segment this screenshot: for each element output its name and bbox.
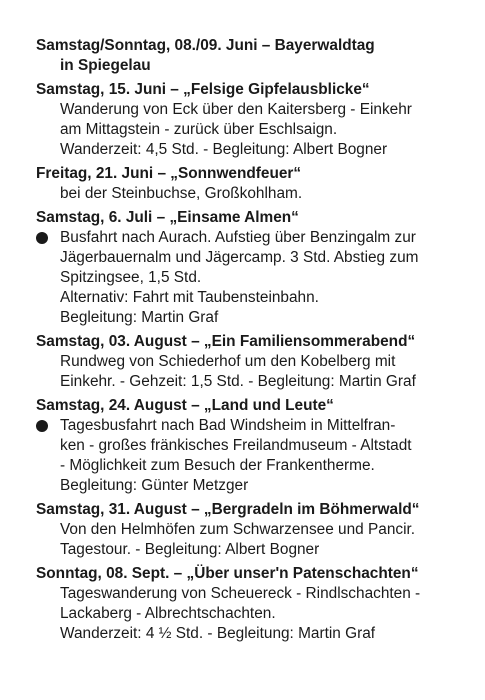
event-description-line — [36, 416, 475, 436]
event-description-line — [36, 228, 475, 248]
event-description-line: Alternativ: Fahrt mit Taubensteinbahn. — [60, 289, 319, 306]
event-entry — [36, 332, 475, 392]
event-heading: Sonntag, 08. Sept. – „Über unser'n Patenschachten“ — [36, 565, 419, 582]
event-heading-continuation: in Spiegelau — [60, 57, 151, 74]
event-entry — [36, 208, 475, 328]
event-heading: Samstag, 6. Juli – „Einsame Almen“ — [36, 209, 299, 226]
event-description-line: Wanderung von Eck über den Kaitersberg - Einkehr — [60, 101, 412, 118]
event-heading: Samstag, 31. August – „Bergradeln im Böhmerwald“ — [36, 501, 420, 518]
event-entry — [36, 36, 475, 76]
event-description-line: Begleitung: Martin Graf — [60, 309, 219, 326]
event-heading: Samstag, 24. August – „Land und Leute“ — [36, 397, 334, 414]
event-description-line: Lackaberg - Albrechtschachten. — [60, 605, 276, 622]
bullet-icon — [36, 420, 48, 432]
event-description-line: Wanderzeit: 4 ½ Std. - Begleitung: Martin Graf — [60, 625, 376, 642]
event-description-line: - Möglichkeit zum Besuch der Frankentherme. — [60, 457, 375, 474]
event-description-line: Wanderzeit: 4,5 Std. - Begleitung: Albert Bogner — [60, 141, 388, 158]
event-description-line: Rundweg von Schiederhof um den Kobelberg mit — [60, 353, 396, 370]
event-description-line: ken - großes fränkisches Freilandmuseum - Altstadt — [60, 437, 412, 454]
event-description-line: Begleitung: Günter Metzger — [60, 477, 249, 494]
event-heading-text: Samstag/Sonntag, 08./09. Juni – Bayerwaldtag — [36, 37, 375, 54]
event-description-line: Tagestour. - Begleitung: Albert Bogner — [60, 541, 320, 558]
event-description-text: Busfahrt nach Aurach. Aufstieg über Benzingalm zur — [60, 229, 416, 246]
event-entry — [36, 564, 475, 644]
event-heading — [36, 36, 475, 76]
event-description-line: Einkehr. - Gehzeit: 1,5 Std. - Begleitung: Martin Graf — [60, 373, 416, 390]
event-description-line: Spitzingsee, 1,5 Std. — [60, 269, 202, 286]
event-entry — [36, 500, 475, 560]
event-heading: Samstag, 03. August – „Ein Familiensommerabend“ — [36, 333, 416, 350]
bullet-icon — [36, 232, 48, 244]
event-entry — [36, 164, 475, 204]
event-heading: Samstag, 15. Juni – „Felsige Gipfelausblicke“ — [36, 81, 370, 98]
event-description-line: Tageswanderung von Scheuereck - Rindlschachten - — [60, 585, 421, 602]
event-heading: Freitag, 21. Juni – „Sonnwendfeuer“ — [36, 165, 302, 182]
event-description-line: Jägerbauernalm und Jägercamp. 3 Std. Abstieg zum — [60, 249, 419, 266]
event-description-line: am Mittagstein - zurück über Eschlsaign. — [60, 121, 338, 138]
event-description-line: bei der Steinbuchse, Großkohlham. — [60, 185, 303, 202]
event-entry — [36, 80, 475, 160]
event-description-text: Tagesbusfahrt nach Bad Windsheim in Mittelfran- — [60, 417, 396, 434]
event-entry — [36, 396, 475, 496]
event-description-line: Von den Helmhöfen zum Schwarzensee und Pancir. — [60, 521, 416, 538]
